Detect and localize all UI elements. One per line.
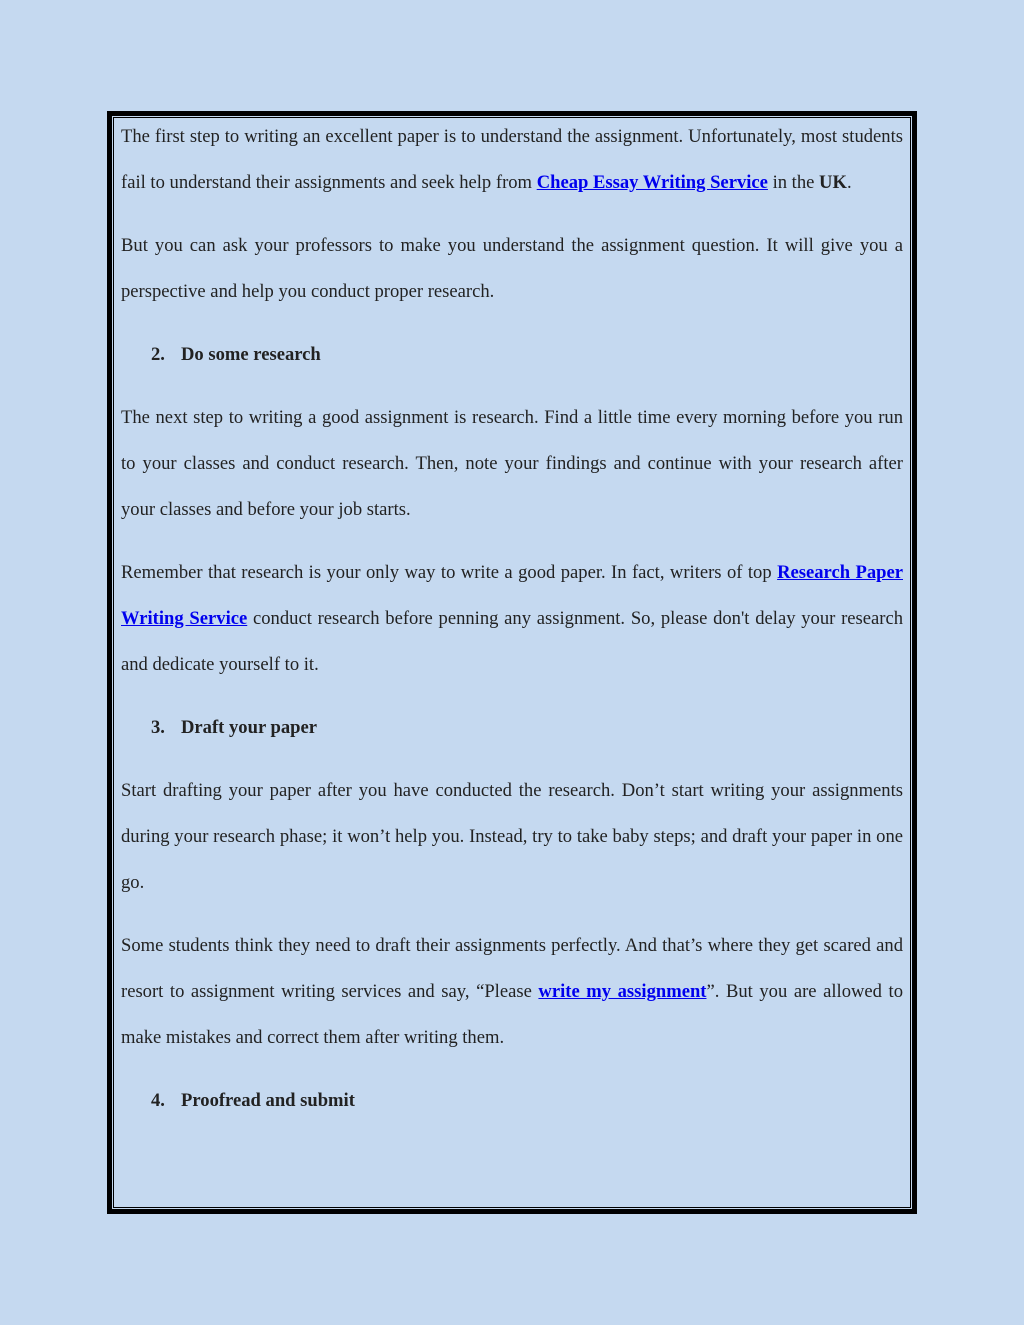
paragraph-intro xyxy=(121,114,903,206)
document-body xyxy=(121,114,903,1141)
write-my-assignment-link[interactable]: write my assignment xyxy=(538,981,707,1002)
paragraph-text: conduct research before penning any assignment. So, please don't delay your research and dedicate yourself to it. xyxy=(121,608,903,675)
paragraph-research-importance xyxy=(121,550,903,688)
heading-number: 3. xyxy=(151,717,165,738)
paragraph-text: The first step to writing an excellent paper is to understand the assignment. Unfortunately, most students fail to understand their assignments and seek help from xyxy=(121,126,903,193)
paragraph-text: in the xyxy=(767,172,820,193)
paragraph-text: . xyxy=(846,172,852,193)
cheap-essay-writing-service-link[interactable]: Cheap Essay Writing Service xyxy=(536,172,768,193)
paragraph-draft-perfectly xyxy=(121,923,903,1061)
paragraph-start-drafting: Start drafting your paper after you have conducted the research. Don’t start writing your assignments during your research phase; it won’t help you. Instead, try to take baby steps; and draft your paper in one go. xyxy=(121,780,903,893)
paragraph-text: Some students think they need to draft their assignments perfectly. And that’s where they get scared and resort to assignment writing services and say, “Please xyxy=(121,935,903,1002)
heading-text: Draft your paper xyxy=(181,717,317,738)
paragraph-professors: But you can ask your professors to make you understand the assignment question. It will give you a perspective and help you conduct proper research. xyxy=(121,235,903,302)
heading-proofread-and-submit xyxy=(121,1078,903,1124)
research-paper-writing-service-link[interactable]: Research Paper Writing Service xyxy=(121,562,903,629)
paragraph-text: Remember that research is your only way to write a good paper. In fact, writers of top xyxy=(121,562,778,583)
heading-text: Proofread and submit xyxy=(181,1090,355,1111)
heading-number: 2. xyxy=(151,344,165,365)
uk-bold-text: UK xyxy=(819,172,847,193)
paragraph-research-step: The next step to writing a good assignment is research. Find a little time every morning before you run to your classes and conduct research. Then, note your findings and continue with your research after your classes and before your job starts. xyxy=(121,407,903,520)
heading-do-some-research xyxy=(121,332,903,378)
heading-text: Do some research xyxy=(181,344,321,365)
heading-number: 4. xyxy=(151,1090,165,1111)
heading-draft-your-paper xyxy=(121,705,903,751)
paragraph-text: ”. But you are allowed to make mistakes and correct them after writing them. xyxy=(121,981,903,1048)
